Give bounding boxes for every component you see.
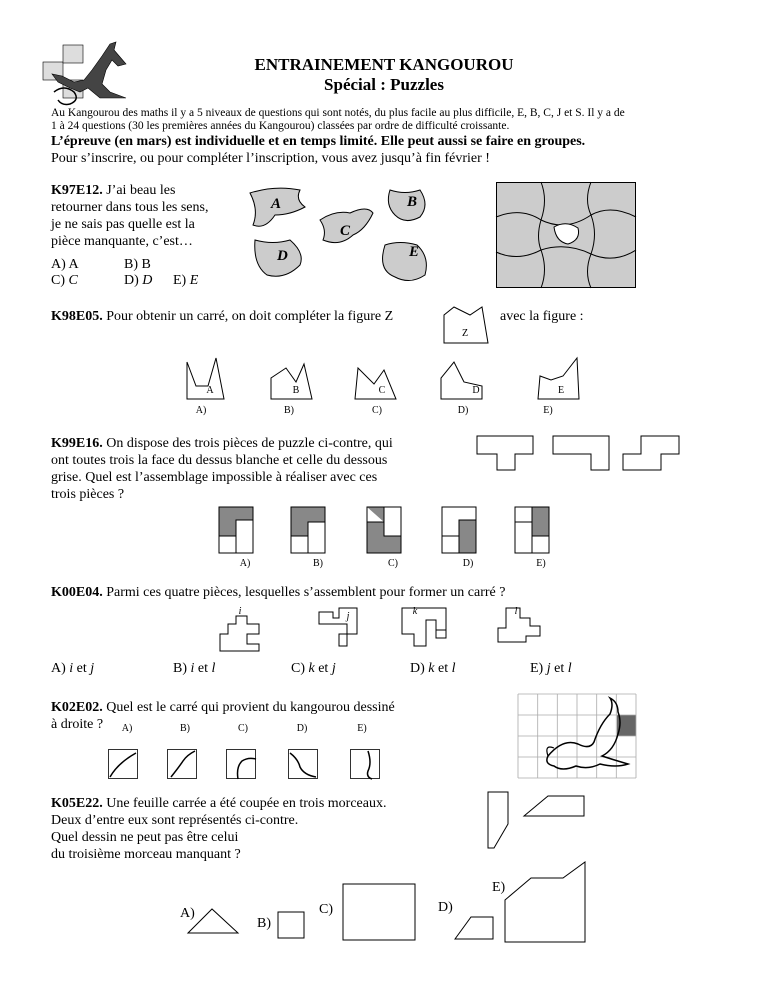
q1-line-3: je ne sais pas quelle est la <box>51 217 195 232</box>
q6-given-pieces <box>486 790 586 850</box>
q6-opt-b[interactable]: B) <box>257 916 271 931</box>
q4-opt-b[interactable] <box>173 661 215 677</box>
q4-piece-label-j: j <box>346 611 350 622</box>
q5-option-c-square <box>226 749 256 779</box>
q3-option-d-figure <box>441 506 477 554</box>
q4-opt-c-and: et <box>314 661 332 676</box>
q4-opt-d-and: et <box>434 661 452 676</box>
q4-opt-c[interactable] <box>291 661 336 677</box>
q5-text-1: Quel est le carré qui provient du kangourou dessiné <box>102 700 395 715</box>
q4-opt-c-second: j <box>331 661 336 676</box>
q2-line-1 <box>51 309 393 325</box>
q2-text-end: avec la figure : <box>500 309 584 324</box>
q6-line-4: du troisième morceau manquant ? <box>51 847 241 862</box>
q6-option-d-shape <box>453 905 497 941</box>
q4-piece-label-k: k <box>412 606 418 617</box>
q4-opt-b-first: i <box>190 661 195 676</box>
q4-text: Parmi ces quatre pièces, lesquelles s’assemblent pour former un carré ? <box>102 585 506 600</box>
q5-opt-b[interactable]: B) <box>180 723 190 734</box>
q6-option-a-shape <box>186 895 246 935</box>
q5-opt-a[interactable]: A) <box>121 723 133 734</box>
q4-opt-a[interactable] <box>51 661 94 677</box>
q1-opt-e[interactable] <box>173 273 198 289</box>
q1-opt-a[interactable]: A) A <box>51 257 79 272</box>
q4-opt-a-prefix: A) <box>51 661 70 676</box>
page-subtitle: Spécial : Puzzles <box>324 75 444 94</box>
q1-opt-d[interactable] <box>124 273 152 289</box>
rule-text: L’épreuve (en mars) est individuelle et en temps limité. Elle peut aussi se faire en groupes. <box>51 134 586 149</box>
q5-code: K02E02. <box>51 700 103 715</box>
q2-fig-label-b: B <box>292 385 300 396</box>
piece-a-label: A <box>271 196 282 212</box>
q2-fig-label-e: E <box>557 385 565 396</box>
q6-option-e-shape <box>503 860 589 944</box>
q2-opt-b[interactable]: B) <box>284 405 294 416</box>
intro-line-1: Au Kangourou des maths il y a 5 niveaux de questions qui sont notés, du plus facile au plus difficile, E, B, C, J et S. Il y a de <box>51 107 625 119</box>
q3-opt-b[interactable]: B) <box>313 558 323 569</box>
q5-line-2: à droite ? <box>51 717 104 732</box>
q4-piece-label-l: l <box>514 606 518 617</box>
q2-figure-z <box>442 305 492 345</box>
q5-kangaroo-grid <box>518 694 636 778</box>
piece-d-label: D <box>277 248 288 264</box>
q4-opt-d-first: k <box>428 661 435 676</box>
q5-opt-d[interactable]: D) <box>296 723 308 734</box>
piece-c-label: C <box>340 223 351 239</box>
q1-opt-e-prefix: E) <box>173 273 190 288</box>
q6-line-3: Quel dessin ne peut pas être celui <box>51 830 239 845</box>
q5-option-e-square <box>350 749 380 779</box>
q3-pieces <box>475 434 685 474</box>
q3-option-a-figure <box>218 506 254 554</box>
q4-opt-e-and: et <box>550 661 568 676</box>
q4-piece-label-i: i <box>238 606 242 617</box>
q6-opt-c[interactable]: C) <box>319 902 333 917</box>
q3-line-2: ont toutes trois la face du dessus blanche et celle du dessous <box>51 453 388 468</box>
q3-opt-e[interactable]: E) <box>536 558 546 569</box>
q1-opt-e-letter: E <box>189 273 199 288</box>
q6-opt-a[interactable]: A) <box>180 906 195 921</box>
q4-opt-c-first: k <box>308 661 315 676</box>
q3-line-4: trois pièces ? <box>51 487 125 502</box>
q6-opt-e[interactable]: E) <box>492 880 506 895</box>
q3-opt-a[interactable]: A) <box>239 558 251 569</box>
q4-opt-d-prefix: D) <box>410 661 429 676</box>
q6-text-1: Une feuille carrée a été coupée en trois morceaux. <box>102 796 387 811</box>
q4-opt-e-prefix: E) <box>530 661 547 676</box>
q2-z-label: Z <box>461 328 469 339</box>
q5-option-d-square <box>288 749 318 779</box>
q5-opt-e[interactable]: E) <box>357 723 367 734</box>
q5-opt-c[interactable]: C) <box>238 723 248 734</box>
q6-code: K05E22. <box>51 796 103 811</box>
q3-opt-c[interactable]: C) <box>388 558 398 569</box>
intro-line-2: 1 à 24 questions (30 les premières années du Kangourou) classées par ordre de difficulté croissante. <box>51 120 510 132</box>
q5-line-1 <box>51 700 395 716</box>
q1-opt-b[interactable]: B) B <box>124 257 151 272</box>
q1-code: K97E12. <box>51 183 103 198</box>
q1-opt-d-prefix: D) <box>124 273 143 288</box>
piece-e-shape <box>383 243 427 281</box>
q4-opt-d[interactable] <box>410 661 456 677</box>
q1-line-4: pièce manquante, c’est… <box>51 234 193 249</box>
q2-opt-a[interactable]: A) <box>195 405 207 416</box>
q6-line-2: Deux d’entre eux sont représentés ci-contre. <box>51 813 299 828</box>
q2-code: K98E05. <box>51 309 103 324</box>
q4-opt-b-and: et <box>194 661 212 676</box>
q3-text-1: On dispose des trois pièces de puzzle ci-contre, qui <box>102 436 393 451</box>
q4-opt-a-second: j <box>90 661 95 676</box>
q3-option-b-figure <box>290 506 326 554</box>
piece-e-label: E <box>409 244 420 260</box>
q4-opt-b-prefix: B) <box>173 661 191 676</box>
q3-option-e-figure <box>514 506 550 554</box>
q6-option-c-shape <box>342 880 418 942</box>
q2-opt-d[interactable]: D) <box>457 405 469 416</box>
q3-line-1 <box>51 436 393 452</box>
q1-puzzle-board <box>496 182 636 288</box>
q1-opt-c-prefix: C) <box>51 273 69 288</box>
q1-text-1: J’ai beau les <box>102 183 176 198</box>
q6-line-1 <box>51 796 386 812</box>
q1-line-2: retourner dans tous les sens, <box>51 200 209 215</box>
q3-code: K99E16. <box>51 436 103 451</box>
q6-option-b-shape <box>277 908 309 940</box>
q1-opt-c-letter: C <box>68 273 78 288</box>
q4-opt-d-second: l <box>451 661 456 676</box>
piece-b-label: B <box>407 194 418 210</box>
q2-fig-label-d: D <box>472 385 480 396</box>
page-title: ENTRAINEMENT KANGOUROU <box>254 55 514 74</box>
q4-line-1 <box>51 585 505 601</box>
q1-opt-c[interactable] <box>51 273 78 289</box>
registration-text: Pour s’inscrire, ou pour compléter l’inscription, vous avez jusqu’à fin février ! <box>51 151 490 166</box>
q4-opt-e[interactable] <box>530 661 572 677</box>
q4-opt-c-prefix: C) <box>291 661 309 676</box>
q4-opt-a-and: et <box>73 661 91 676</box>
q2-fig-label-a: A <box>206 385 214 396</box>
q3-opt-d[interactable]: D) <box>462 558 474 569</box>
q4-code: K00E04. <box>51 585 103 600</box>
q2-opt-e[interactable]: E) <box>543 405 553 416</box>
q2-text: Pour obtenir un carré, on doit compléter la figure Z <box>102 309 394 324</box>
q6-opt-d[interactable]: D) <box>438 900 453 915</box>
q1-line-1 <box>51 183 175 199</box>
q2-opt-c[interactable]: C) <box>372 405 382 416</box>
q5-option-a-square <box>108 749 138 779</box>
q4-opt-a-first: i <box>69 661 74 676</box>
q1-opt-d-letter: D <box>142 273 153 288</box>
q5-option-b-square <box>167 749 197 779</box>
q4-opt-b-second: l <box>211 661 216 676</box>
q4-opt-e-first: j <box>546 661 551 676</box>
q3-option-c-figure <box>366 506 402 554</box>
q3-line-3: grise. Quel est l’assemblage impossible à réaliser avec ces <box>51 470 378 485</box>
q4-opt-e-second: l <box>567 661 572 676</box>
q2-fig-label-c: C <box>378 385 386 396</box>
